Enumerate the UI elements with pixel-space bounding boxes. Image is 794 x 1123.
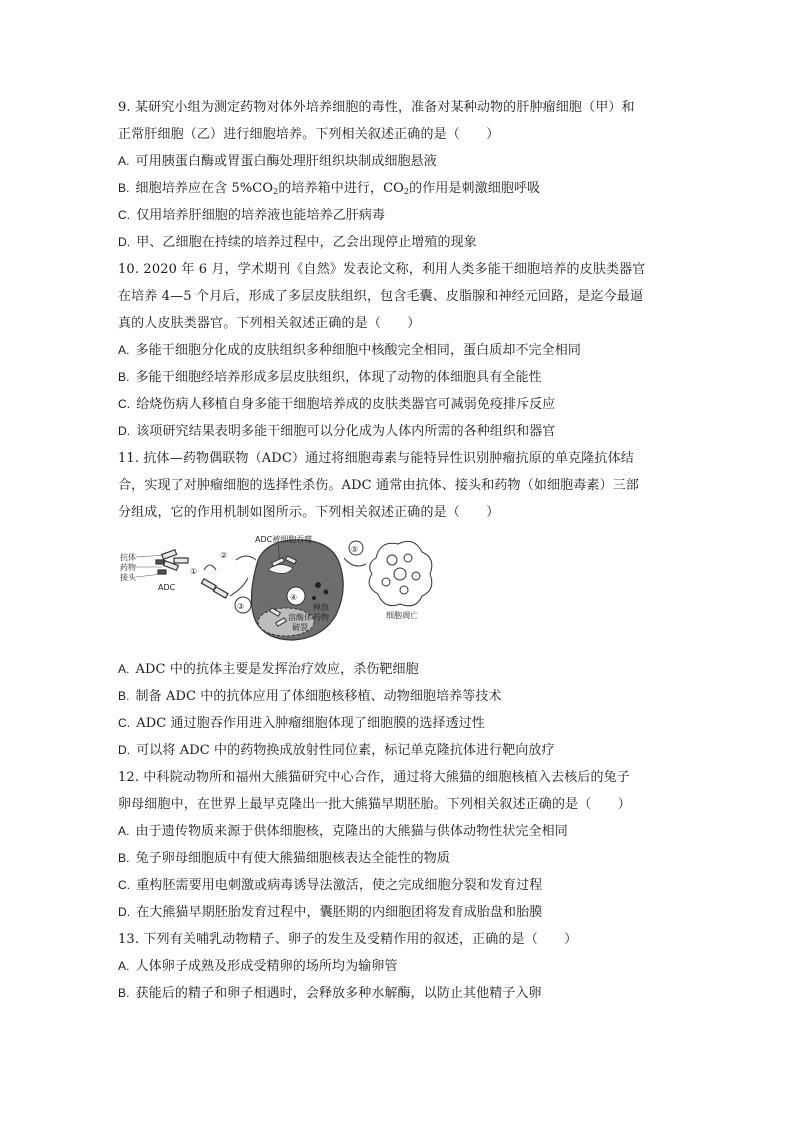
adc-mechanism-diagram xyxy=(118,530,678,650)
option-b: B. 获能后的精子和卵子相遇时，会释放多种水解酶，以防止其他精子入卵 xyxy=(118,986,542,1001)
option-d: D. 可以将 ADC 中的药物换成放射性同位素，标记单克隆抗体进行靶向放疗 xyxy=(118,743,555,758)
question-stem-line: 10. 2020 年 6 月，学术期刊《自然》发表论文称，利用人类多能干细胞培养的皮肤类器官 xyxy=(118,262,646,277)
label-apoptosis: 细胞凋亡 xyxy=(386,611,418,620)
question-stem-line: 合，实现了对肿瘤细胞的选择性杀伤。ADC 通常由抗体、接头和药物（如细胞毒素）三部 xyxy=(118,478,640,493)
question-stem-line: 真的人皮肤类器官。下列相关叙述正确的是（ ） xyxy=(118,316,421,331)
question-13 xyxy=(118,926,678,1007)
question-stem-line: 13. 下列有关哺乳动物精子、卵子的发生及受精作用的叙述，正确的是（ ） xyxy=(118,932,578,947)
question-12 xyxy=(118,764,678,926)
question-11 xyxy=(118,445,678,764)
label-lysosome-2: 破裂 xyxy=(292,623,308,632)
step-4: ④ xyxy=(290,593,298,602)
question-stem-line: 12. 中科院动物所和福州大熊猫研究中心合作，通过将大熊猫的细胞核植入去核后的兔子 xyxy=(118,770,630,785)
question-stem-line: 分组成，它的作用机制如图所示。下列相关叙述正确的是（ ） xyxy=(118,505,500,520)
question-stem-line: 11. 抗体—药物偶联物（ADC）通过将细胞毒素与能特异性识别肿瘤抗原的单克隆抗体结 xyxy=(118,451,634,466)
step-1: ① xyxy=(190,567,198,576)
option-a: A. 人体卵子成熟及形成受精卵的场所均为输卵管 xyxy=(118,959,398,974)
label-release-2: 药物 xyxy=(313,613,329,622)
option-a: A. 由于遗传物质来源于供体细胞核，克隆出的大熊猫与供体动物性状完全相同 xyxy=(118,824,568,839)
option-d: D. 甲、乙细胞在持续的培养过程中，乙会出现停止增殖的现象 xyxy=(118,235,477,250)
question-stem-line: 正常肝细胞（乙）进行细胞培养。下列相关叙述正确的是（ ） xyxy=(118,127,500,142)
option-a: A. ADC 中的抗体主要是发挥治疗效应，杀伤靶细胞 xyxy=(118,662,419,677)
option-d: D. 在大熊猫早期胚胎发育过程中，囊胚期的内细胞团将发育成胎盘和胎膜 xyxy=(118,905,543,920)
receptor-binding-icon xyxy=(201,579,228,598)
label-drug: 药物 xyxy=(120,563,136,572)
question-stem-line: 9. 某研究小组为测定药物对体外培养细胞的毒性，准备对某种动物的肝肿瘤细胞（甲）和 xyxy=(118,100,635,115)
option-a: A. 可用胰蛋白酶或胃蛋白酶处理肝组织块制成细胞悬液 xyxy=(118,154,437,169)
option-b: B. 细胞培养应在含 $5\%CO_2$的培养箱中进行，$CO_2$的作用是刺激细胞呼吸 xyxy=(118,181,541,196)
option-d: D. 该项研究结果表明多能干细胞可以分化成为人体内所需的各种组织和器官 xyxy=(118,424,556,439)
option-a: A. 多能干细胞分化成的皮肤组织多种细胞中核酸完全相同，蛋白质却不完全相同 xyxy=(118,343,581,358)
adc-molecule-icon xyxy=(156,550,188,574)
label-release-1: 释放 xyxy=(313,603,329,612)
option-c: C. ADC 通过胞吞作用进入肿瘤细胞体现了细胞膜的选择透过性 xyxy=(118,716,485,731)
question-9 xyxy=(118,94,678,256)
option-b: B. 兔子卵母细胞质中有使大熊猫细胞核表达全能性的物质 xyxy=(118,851,450,866)
label-lysosome-1: 溶酶体 xyxy=(288,613,312,622)
question-stem-line: 卵母细胞中，在世界上最早克隆出一批大熊猫早期胚胎。下列相关叙述正确的是（ ） xyxy=(118,797,631,812)
step-5: ⑤ xyxy=(351,545,359,554)
option-b: B. 制备 ADC 中的抗体应用了体细胞核移植、动物细胞培养等技术 xyxy=(118,689,502,704)
step-3: ③ xyxy=(237,602,245,611)
apoptotic-cell-icon xyxy=(369,541,432,605)
option-c: C. 给烧伤病人移植自身多能干细胞培养成的皮肤类器官可减弱免疫排斥反应 xyxy=(118,397,556,412)
label-adc: ADC xyxy=(158,583,176,592)
label-antibody: 抗体 xyxy=(120,553,136,562)
label-linker: 接头 xyxy=(120,573,136,582)
question-10 xyxy=(118,256,678,445)
option-c: C. 重构胚需要用电刺激或病毒诱导法激活，使之完成细胞分裂和发育过程 xyxy=(118,878,543,893)
step-2: ② xyxy=(220,551,228,560)
adc-mechanism-figure xyxy=(118,530,678,650)
exam-page xyxy=(118,94,678,1007)
option-b: B. 多能干细胞经培养形成多层皮肤组织，体现了动物的体细胞具有全能性 xyxy=(118,370,542,385)
option-c: C. 仅用培养肝细胞的培养液也能培养乙肝病毒 xyxy=(118,208,386,223)
question-stem-line: 在培养 4—5 个月后，形成了多层皮肤组织，包含毛囊、皮脂腺和神经元回路，是迄今最逼 xyxy=(118,289,644,304)
label-engulfed: ADC被细胞吞噬 xyxy=(255,535,313,544)
